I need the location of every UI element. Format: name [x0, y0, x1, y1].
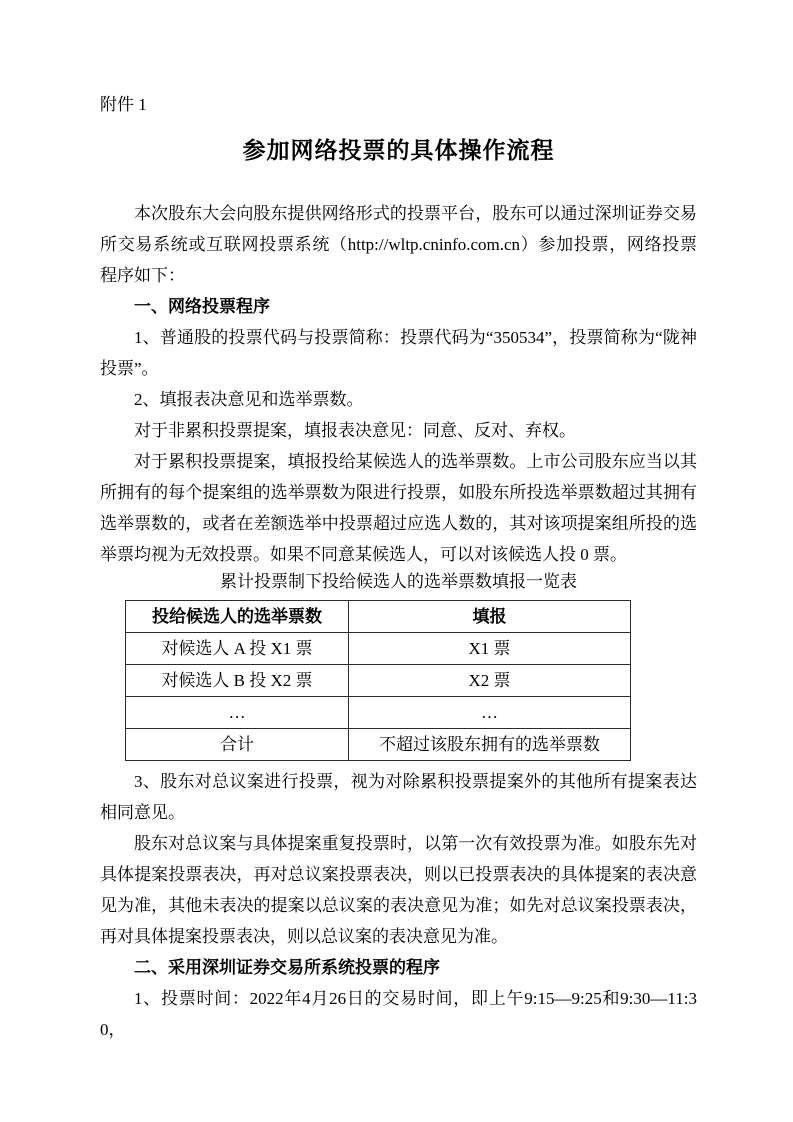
table-cell: 不超过该股东拥有的选举票数 [349, 729, 631, 761]
section2-heading: 二、采用深圳证券交易所系统投票的程序 [134, 958, 440, 977]
section1-item-duplicate-vote: 股东对总议案与具体提案重复投票时，以第一次有效投票为准。如股东先对具体提案投票表决，再对总议案投票表决，则以已投票表决的具体提案的表决意见为准，其他未表决的提案以总议案的表决意见为准；如先对总议案投票表决，再对具体提案投票表决，则以总议案的表决意见为准。 [100, 834, 697, 946]
table-header-fill: 填报 [349, 601, 631, 633]
table-cell: 合计 [126, 729, 349, 761]
section1-item-vote-code: 1、普通股的投票代码与投票简称：投票代码为“350534”，投票简称为“陇神投票”。 [100, 328, 697, 378]
attachment-label: 附件 1 [100, 95, 147, 114]
page-title: 参加网络投票的具体操作流程 [242, 137, 555, 163]
table-row [126, 729, 631, 761]
table-row [126, 633, 631, 665]
section1-item-noncumulative: 对于非累积投票提案，填报表决意见：同意、反对、弃权。 [134, 421, 576, 440]
section2-item-vote-time: 1、投票时间：2022年4月26日的交易时间，即上午9:15—9:25和9:30—11:30， [100, 989, 697, 1039]
table-header-votes: 投给候选人的选举票数 [126, 601, 349, 633]
cumulative-vote-table [125, 600, 631, 761]
table-row [126, 665, 631, 697]
table-cell: X2 票 [349, 665, 631, 697]
table-cell: … [349, 697, 631, 729]
table-cell: … [126, 697, 349, 729]
table-row [126, 697, 631, 729]
section1-heading: 一、网络投票程序 [134, 297, 270, 316]
table-title: 累计投票制下投给候选人的选举票数填报一览表 [220, 572, 577, 591]
section1-item-fill-opinion: 2、填报表决意见和选举票数。 [134, 390, 364, 409]
table-header-row [126, 601, 631, 633]
table-cell: 对候选人 B 投 X2 票 [126, 665, 349, 697]
document-content [100, 0, 697, 1045]
table-cell: 对候选人 A 投 X1 票 [126, 633, 349, 665]
section1-item-general-proposal: 3、股东对总议案进行投票，视为对除累积投票提案外的其他所有提案表达相同意见。 [100, 772, 697, 822]
intro-paragraph: 本次股东大会向股东提供网络形式的投票平台，股东可以通过深圳证券交易所交易系统或互联网投票系统（http://wltp.cninfo.com.cn）参加投票，网络投票程序如下： [100, 204, 697, 285]
table-cell: X1 票 [349, 633, 631, 665]
section1-item-cumulative: 对于累积投票提案，填报投给某候选人的选举票数。上市公司股东应当以其所拥有的每个提案组的选举票数为限进行投票，如股东所投选举票数超过其拥有选举票数的，或者在差额选举中投票超过应选人数的，其对该项提案组所投的选举票均视为无效投票。如果不同意某候选人，可以对该候选人投 0 票。 [100, 452, 697, 564]
